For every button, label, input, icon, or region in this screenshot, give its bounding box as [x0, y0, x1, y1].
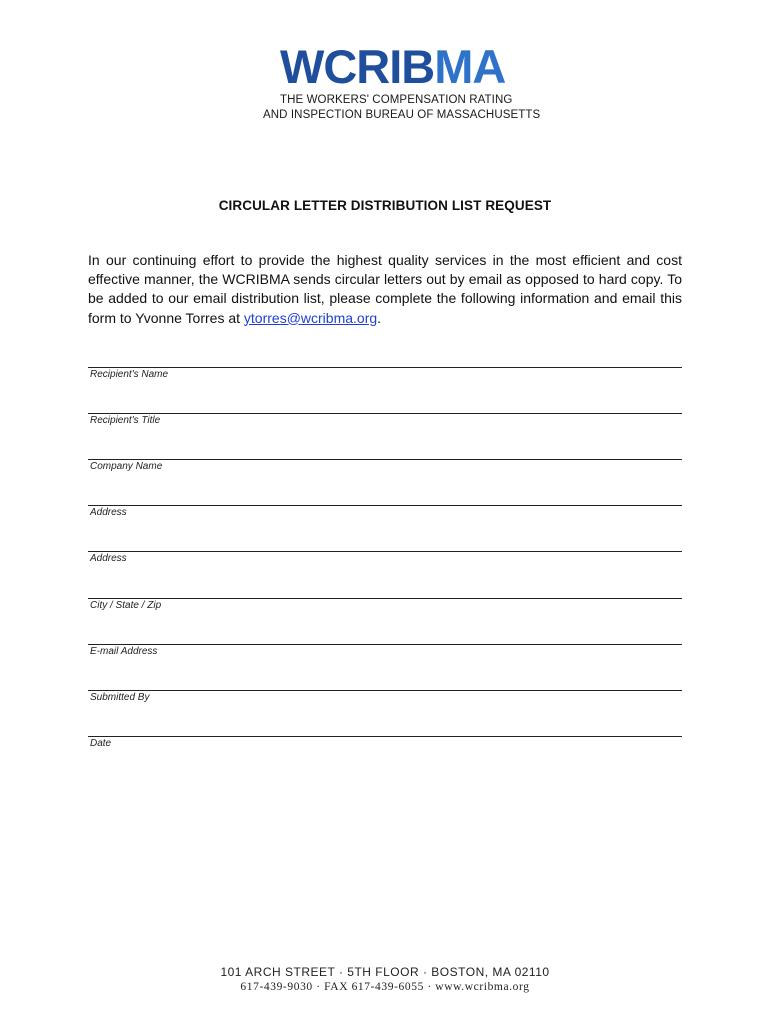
- intro-paragraph: [88, 251, 682, 328]
- field-label: Address: [90, 553, 127, 564]
- field-label: Address: [90, 507, 127, 518]
- footer-address: 101 ARCH STREET · 5TH FLOOR · BOSTON, MA 02110: [220, 965, 550, 979]
- field-label: E-mail Address: [90, 646, 158, 657]
- logo-wordmark: [280, 40, 506, 93]
- logo-subtitle-line1: THE WORKERS' COMPENSATION RATING: [280, 94, 513, 106]
- logo-wordmark-part2: MA: [434, 40, 506, 93]
- field-label: City / State / Zip: [90, 600, 162, 611]
- field-address-1[interactable]: [88, 505, 682, 519]
- field-label: Date: [90, 738, 112, 749]
- field-email-address[interactable]: [88, 644, 682, 658]
- intro-text: In our continuing effort to provide the highest quality services in the most efficient and cost effective manner, the WCRIBMA sends circular letters out by email as opposed to hard copy. To be added to our email distribution list, please complete the following information and email this form to Yvonne Torres at: [88, 252, 682, 326]
- footer-contact: 617-439-9030 · FAX 617-439-6055 · www.wcribma.org: [240, 981, 530, 993]
- field-label: Company Name: [90, 461, 163, 472]
- field-label: Recipient's Name: [90, 369, 169, 380]
- field-label: Submitted By: [90, 692, 150, 703]
- logo-wordmark-part1: WCRIB: [280, 40, 435, 93]
- field-address-2[interactable]: [88, 551, 682, 565]
- field-recipient-title[interactable]: [88, 413, 682, 427]
- logo-subtitle-line2: AND INSPECTION BUREAU OF MASSACHUSETTS: [263, 109, 541, 121]
- field-date[interactable]: [88, 736, 682, 750]
- field-recipient-name[interactable]: [88, 367, 682, 381]
- intro-after: .: [377, 309, 382, 326]
- document-title: CIRCULAR LETTER DISTRIBUTION LIST REQUEST: [218, 198, 552, 213]
- email-link[interactable]: ytorres@wcribma.org: [243, 309, 378, 326]
- field-city-state-zip[interactable]: [88, 598, 682, 612]
- field-label: Recipient's Title: [90, 415, 161, 426]
- field-company-name[interactable]: [88, 459, 682, 473]
- field-submitted-by[interactable]: [88, 690, 682, 704]
